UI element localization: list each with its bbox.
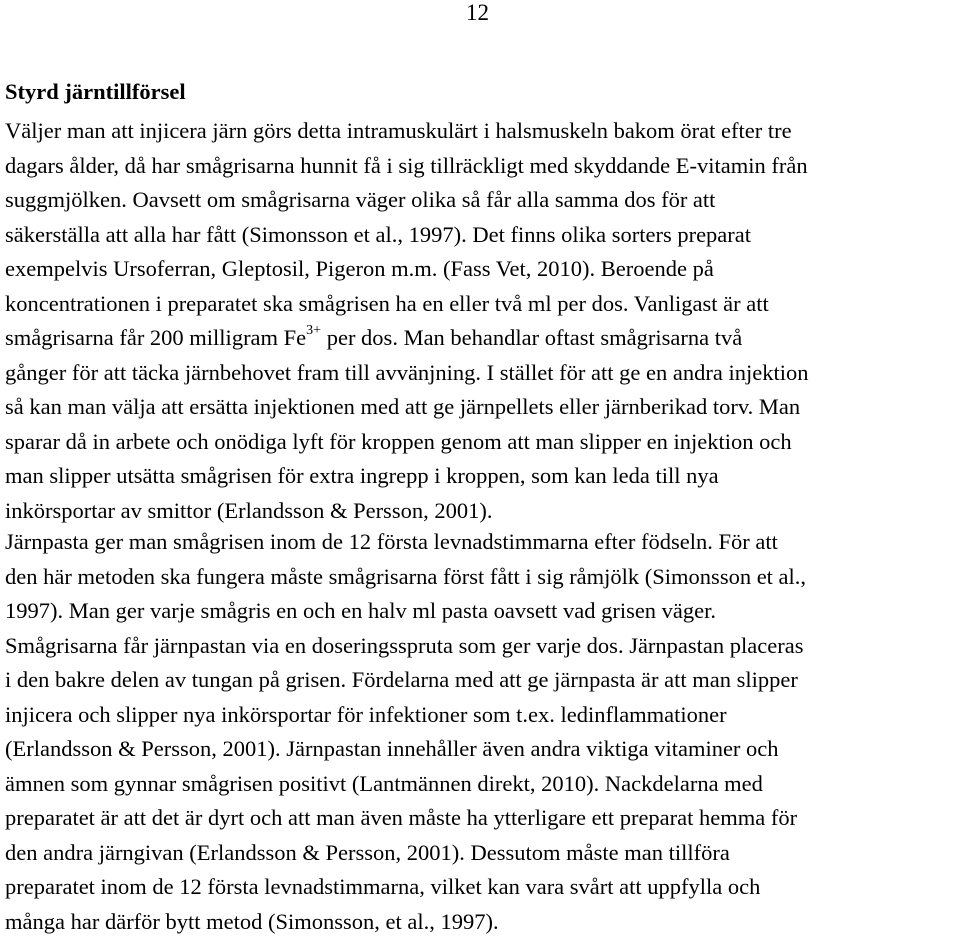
text-line: sparar då in arbete och onödiga lyft för kroppen genom att man slipper en injektion och [5, 425, 960, 460]
text-segment: per dos. Man behandlar oftast smågrisarna två [321, 325, 742, 350]
text-line: koncentrationen i preparatet ska smågrisen ha en eller två ml per dos. Vanligast är att [5, 287, 960, 322]
text-line: ämnen som gynnar smågrisen positivt (Lantmännen direkt, 2010). Nackdelarna med [5, 767, 960, 802]
text-line: 1997). Man ger varje smågris en och en halv ml pasta oavsett vad grisen väger. [5, 594, 960, 629]
text-line: preparatet är att det är dyrt och att man även måste ha ytterligare ett preparat hemma för [5, 801, 960, 836]
text-line: exempelvis Ursoferran, Gleptosil, Pigeron m.m. (Fass Vet, 2010). Beroende på [5, 252, 960, 287]
text-line: säkerställa att alla har fått (Simonsson et al., 1997). Det finns olika sorters preparat [5, 218, 960, 253]
text-line-with-superscript [5, 321, 960, 356]
text-line: den här metoden ska fungera måste smågrisarna först fått i sig råmjölk (Simonsson et al., [5, 560, 960, 595]
text-line: (Erlandsson & Persson, 2001). Järnpastan innehåller även andra viktiga vitaminer och [5, 732, 960, 767]
text-line: i den bakre delen av tungan på grisen. Fördelarna med att ge järnpasta är att man slipper [5, 663, 960, 698]
text-line: Järnpasta ger man smågrisen inom de 12 första levnadstimmarna efter födseln. För att [5, 525, 960, 560]
text-line: preparatet inom de 12 första levnadstimmarna, vilket kan vara svårt att uppfylla och [5, 870, 960, 905]
text-line: injicera och slipper nya inkörsportar för infektioner som t.ex. ledinflammationer [5, 698, 960, 733]
text-line: den andra järngivan (Erlandsson & Persson, 2001). Dessutom måste man tillföra [5, 836, 960, 871]
section-heading: Styrd järntillförsel [5, 78, 186, 106]
paragraph-iron-paste [5, 525, 960, 939]
text-line: många har därför bytt metod (Simonsson, et al., 1997). [5, 905, 960, 939]
text-line: man slipper utsätta smågrisen för extra ingrepp i kroppen, som kan leda till nya [5, 459, 960, 494]
text-segment: smågrisarna får 200 milligram Fe [5, 325, 306, 350]
text-line: dagars ålder, då har smågrisarna hunnit få i sig tillräckligt med skyddande E-vitamin från [5, 149, 960, 184]
text-line: suggmjölken. Oavsett om smågrisarna väger olika så får alla samma dos för att [5, 183, 960, 218]
paragraph-injection [5, 114, 960, 528]
text-line: gånger för att täcka järnbehovet fram till avvänjning. I stället för att ge en andra injektion [5, 356, 960, 391]
text-line: inkörsportar av smittor (Erlandsson & Persson, 2001). [5, 494, 960, 529]
text-line: Smågrisarna får järnpastan via en doseringsspruta som ger varje dos. Järnpastan placeras [5, 629, 960, 664]
text-line: Väljer man att injicera järn görs detta intramuskulärt i halsmuskeln bakom örat efter tre [5, 114, 960, 149]
text-line: så kan man välja att ersätta injektionen med att ge järnpellets eller järnberikad torv. Man [5, 390, 960, 425]
page-number: 12 [466, 0, 489, 26]
iron-ion-superscript: 3+ [306, 323, 321, 338]
